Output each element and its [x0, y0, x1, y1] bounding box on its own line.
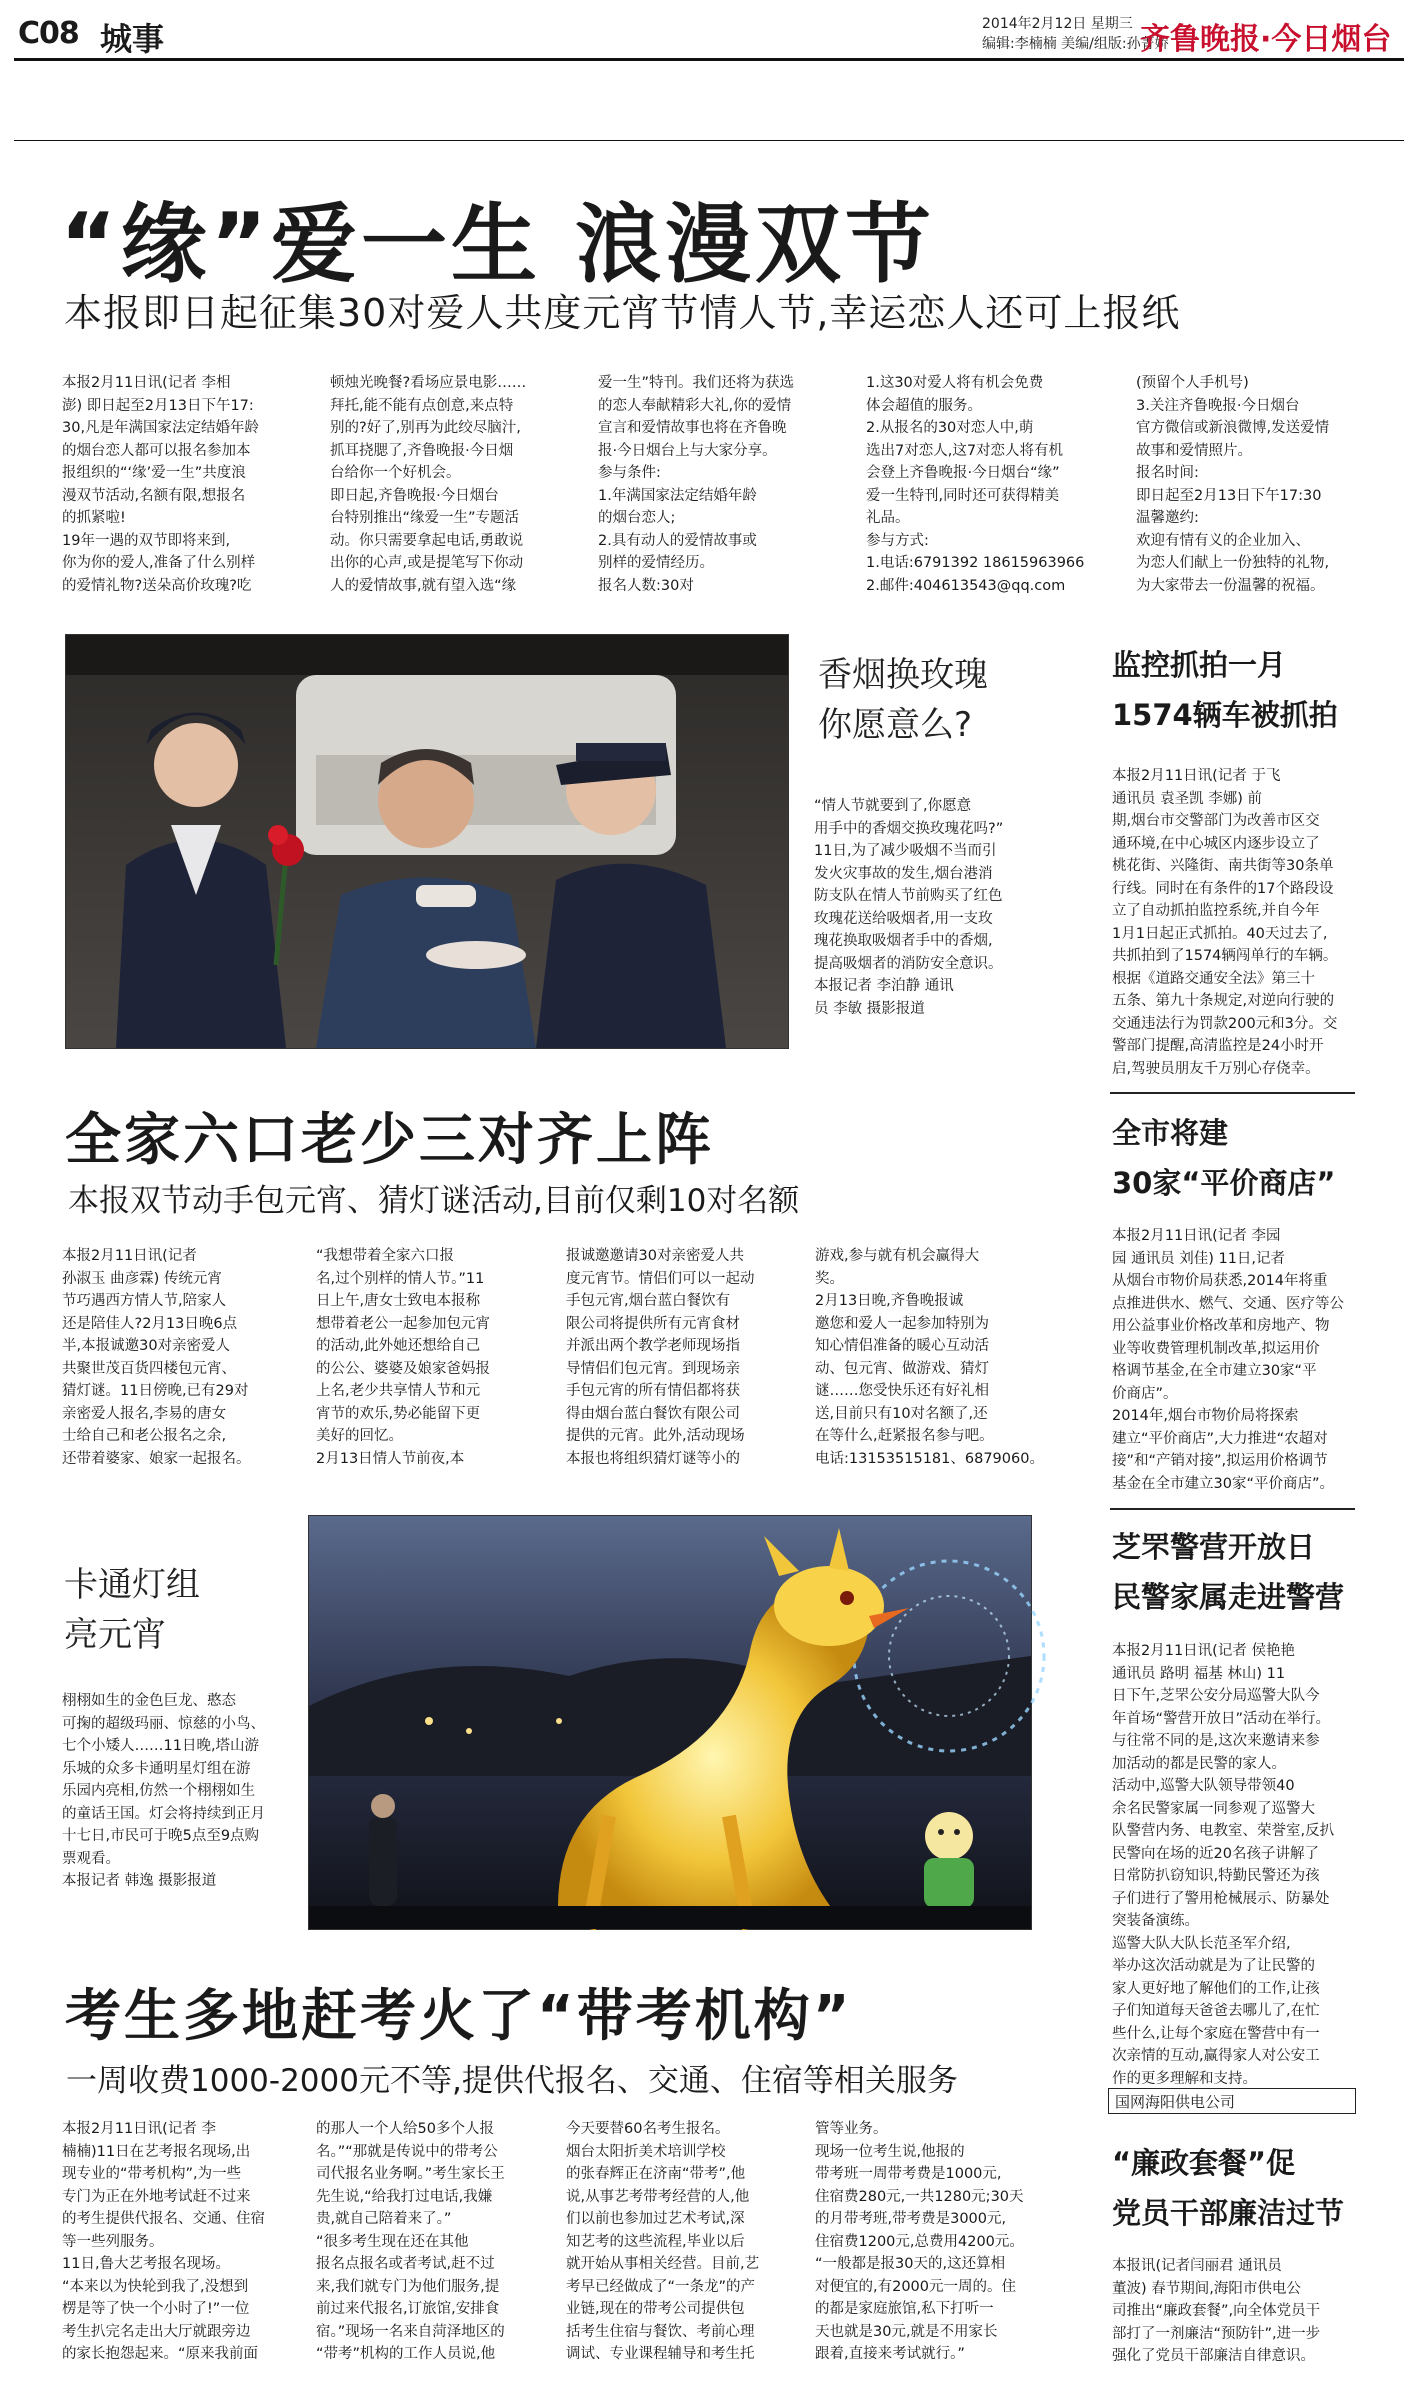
photo1-caption: “情人节就要到了,你愿意 用手中的香烟交换玫瑰花吗?” 11日,为了减少吸烟不当而引 发火灾事故的发生,烟台港消 防支队在情人节前购买了红色 玫瑰花送给吸烟者,用一支玫 瑰花换取吸烟者手中的香烟, 提高吸烟者的消防安全意识。 本报记者 李泊静 通讯 员 李敏 摄影报道 [814, 798, 1004, 1017]
photo1-title: 香烟换玫瑰 你愿意么? [818, 655, 988, 745]
sidebar-s4-title: “廉政套餐”促 党员干部廉洁过节 [1112, 2146, 1345, 2230]
sidebar-s3-title: 芝罘警营开放日 民警家属走进警营 [1112, 1530, 1345, 1614]
lead-headline: “缘”爱一生 浪漫双节 [60, 195, 935, 295]
lead-column-4: 1.这30对爱人将有机会免费 体会超值的服务。 2.从报名的30对恋人中,萌 选出7对恋人,这7对恋人将有机 会登上齐鲁晚报·今日烟台“缘” 爱一生特刊,同时还可获得精美 礼品。 参与方式: 1.电话:6791392 18615963966 2.邮件:404613543@qq.com [866, 375, 1085, 594]
family-column-4: 游戏,参与就有机会赢得大 奖。 2月13日晚,齐鲁晚报诚 邀您和爱人一起参加特别为 知心情侣准备的暖心互动活 动、包元宵、做游戏、猜灯 谜……您受快乐还有好礼相 送,目前只有10对名额了,还 在等什么,赶紧报名参与吧。 电话:13153515181、6879060。 [815, 1248, 1044, 1467]
sidebar-s2-title: 全市将建 30家“平价商店” [1112, 1116, 1336, 1200]
lead-subhead: 本报即日起征集30对爱人共度元宵节情人节,幸运恋人还可上报纸 [64, 291, 1181, 335]
photo2-caption: 栩栩如生的金色巨龙、憨态 可掬的超级玛丽、惊慈的小鸟、 七个小矮人……11日晚,塔山游 乐城的众多卡通明星灯组在游 乐园内亮相,仿然一个栩栩如生 的童话王国。灯会将持续到正月 十七日,市民可于晚5点至9点购 票观看。 本报记者 韩逸 摄影报道 [62, 1693, 265, 1889]
sidebar-s4-body: 本报讯(记者闫丽君 通讯员 董波) 春节期间,海阳市供电公 司推出“廉政套餐”,向全体党员干 部打了一剂廉洁“预防针”,进一步 强化了党员干部廉洁自律意识。 [1112, 2258, 1321, 2364]
lead-column-5: (预留个人手机号) 3.关注齐鲁晚报·今日烟台 官方微信或新浪微博,发送爱情 故事和爱情照片。 报名时间: 即日起至2月13日下午17:30 温馨邀约: 欢迎有情有义的企业加入、 为恋人们献上一份独特的礼物, 为大家带去一份温馨的祝福。 [1136, 375, 1330, 594]
family-column-2: “我想带着全家六口报 名,过个别样的情人节。”11 日上午,唐女士致电本报称 想带着老公一起参加包元宵 的活动,此外她还想给自己 的公公、婆婆及娘家爸妈报 上名,老少共享情人节和元 宵节的欢乐,势必能留下更 美好的回忆。 2月13日情人节前夜,本 [316, 1248, 490, 1467]
photo2-title: 卡通灯组 亮元宵 [64, 1565, 200, 1655]
family-subhead: 本报双节动手包元宵、猜灯谜活动,目前仅剩10对名额 [68, 1183, 800, 1219]
photo-lantern-dragon [308, 1515, 1032, 1930]
sidebar-rule-1 [1110, 1092, 1355, 1094]
sidebar-rule-2 [1110, 1508, 1355, 1510]
sidebar-s1-body: 本报2月11日讯(记者 于飞 通讯员 袁圣凯 李娜) 前 期,烟台市交警部门为改善市区交 通环境,在中心城区内逐步设立了 桃花街、兴隆街、南共街等30条单 行线。同时在有条件的17个路段设 立了自动抓拍监控系统,并自今年 1月1日起正式抓拍。40天过去了, 共抓拍到了1574辆闯单行的车辆。 根据《道路交通安全法》第三十 五条、第九十条规定,对逆向行驶的 交通违法行为罚款200元和3分。交 警部门提醒,高清监控是24小时开 启,驾驶员朋友千万别心存侥幸。 [1112, 768, 1338, 1077]
exam-column-1: 本报2月11日讯(记者 李 楠楠)11日在艺考报名现场,出 现专业的“带考机构”,为一些 专门为正在外地考试赶不过来 的考生提供代报名、交通、住宿 等一些列服务。 11日,鲁大艺考报名现场。 “本来以为快轮到我了,没想到 楞是等了快一个小时了!”一位 考生扒完名走出大厅就跟旁边 的家长抱怨起来。“原来我前面 [62, 2121, 265, 2362]
exam-column-3: 今天要替60名考生报名。 烟台太阳折美术培训学校 的张春辉正在济南“带考”,他 说,从事艺考带考经营的人,他 们以前也参加过艺术考试,深 知艺考的这些流程,毕业以后 就开始从事相关经营。目前,艺 考早已经做成了“一条龙”的产 业链,现在的带考公司提供包 括考生住宿与餐饮、考前心理 调试、专业课程辅导和考生托 [566, 2121, 760, 2362]
exam-column-4: 管等业务。 现场一位考生说,他报的 带考班一周带考费是1000元, 住宿费280元,一共1280元;30天 的月带考班,带考费是3000元, 住宿费1200元,总费用4200元。 “一般都是报30天的,这还算相 对便宜的,有2000元一周的。住 的都是家庭旅馆,私下打听一 天也就是30元,就是不用家长 跟着,直接来考试就行。” [815, 2121, 1024, 2362]
rose-exchange-illustration [66, 635, 788, 1048]
family-column-3: 报诚邀邀请30对亲密爱人共 度元宵节。情侣们可以一起动 手包元宵,烟台蓝白餐饮有 限公司将提供所有元宵食材 并派出两个教学老师现场指 导情侣们包元宵。到现场亲 手包元宵的所有情侣都将获 得由烟台蓝白餐饮有限公司 提供的元宵。此外,活动现场 本报也将组织猜灯谜等小的 [566, 1248, 755, 1467]
family-column-1: 本报2月11日讯(记者 孙淑玉 曲彦霖) 传统元宵 节巧遇西方情人节,陪家人 还是陪佳人?2月13日晚6点 半,本报诚邀30对亲密爱人 共聚世茂百货四楼包元宵、 猜灯谜。11日傍晚,已有29对 亲密爱人报名,李易的唐女 士给自己和老公报名之余, 还带着婆家、娘家一起报名。 [62, 1248, 251, 1467]
photo-rose-exchange [65, 634, 789, 1049]
exam-headline: 考生多地赶考火了“带考机构” [65, 1984, 853, 2049]
sidebar-s4-label: 国网海阳供电公司 [1108, 2088, 1356, 2114]
date-line: 2014年2月12日 星期三 [982, 16, 1133, 32]
family-headline: 全家六口老少三对齐上阵 [65, 1108, 714, 1173]
sidebar-s2-body: 本报2月11日讯(记者 李园 园 通讯员 刘佳) 11日,记者 从烟台市物价局获悉,2014年将重 点推进供水、燃气、交通、医疗等公 用公益事业价格改革和房地产、物 业等收费管理机制改革,拟运用价 格调节基金,在全市建立30家“平 价商店”。 2014年,烟台市物价局将探索 建立“平价商店”,大力推进“农超对 接”和“产销对接”,拟运用价格调节 基金在全市建立30家“平价商店”。 [1112, 1228, 1344, 1492]
exam-subhead: 一周收费1000-2000元不等,提供代报名、交通、住宿等相关服务 [66, 2063, 958, 2099]
lead-column-2: 顿烛光晚餐?看场应景电影…… 拜托,能不能有点创意,来点特 别的?好了,别再为此绞尽脑汁, 抓耳挠腮了,齐鲁晚报·今日烟 台给你一个好机会。 即日起,齐鲁晚报·今日烟台 台特别推出“缘爱一生”专题活 动。你只需要拿起电话,勇敢说 出你的心声,或是提笔写下你动 人的爱情故事,就有望入选“缘 [330, 375, 527, 594]
header-rule-thin [14, 140, 1404, 141]
exam-column-2: 的那人一个人给50多个人报 名。”“那就是传说中的带考公 司代报名业务啊。”考生家长王 先生说,“给我打过电话,我嫌 贵,就自己陪着来了。” “很多考生现在还在其他 报名点报名或者考试,赶不过 来,我们就专门为他们服务,提 前过来代报名,订旅馆,安排食 宿。”现场一名来自菏泽地区的 “带考”机构的工作人员说,他 [316, 2121, 505, 2362]
lead-column-3: 爱一生”特刊。我们还将为获选 的恋人奉献精彩大礼,你的爱情 宣言和爱情故事也将在齐鲁晚 报·今日烟台上与大家分享。 参与条件: 1.年满国家法定结婚年龄 的烟台恋人; 2.具有动人的爱情故事或 别样的爱情经历。 报名人数:30对 [598, 375, 795, 594]
lantern-dragon-illustration [309, 1516, 1031, 1929]
section-name: 城事 [100, 20, 165, 58]
newspaper-brand: 齐鲁晚报·今日烟台 [1140, 22, 1392, 57]
sidebar-s1-title: 监控抓拍一月 1574辆车被抓拍 [1112, 648, 1338, 732]
header-rule [14, 58, 1404, 61]
page-number: C08 [18, 16, 79, 51]
lead-column-1: 本报2月11日讯(记者 李相 澎) 即日起至2月13日下午17: 30,凡是年满国家法定结婚年龄 的烟台恋人都可以报名参加本 报组织的“‘缘’爱一生”共度浪 漫双节活动,名额有限,想报名 的抓紧啦! 19年一遇的双节即将来到, 你为你的爱人,准备了什么别样 的爱情礼物?送朵高价玫瑰?吃 [62, 375, 260, 594]
sidebar-s3-body: 本报2月11日讯(记者 侯艳艳 通讯员 路明 福基 林山) 11 日下午,芝罘公安分局巡警大队今 年首场“警营开放日”活动在举行。 与往常不同的是,这次来邀请来参 加活动的都是民警的家人。 活动中,巡警大队领导带领40 余名民警家属一同参观了巡警大 队警营内务、电教室、荣誉室,反扒 民警向在场的近20名孩子讲解了 日常防扒窃知识,特勤民警还为孩 子们进行了警用枪械展示、防暴处 突装备演练。 巡警大队大队长范圣军介绍, 举办这次活动就是为了让民警的 家人更好地了解他们的工作,让孩 子们知道每天爸爸去哪儿了,在忙 些什么,让每个家庭在警营中有一 次亲情的互动,赢得家人对公安工 作的更多理解和支持。 [1112, 1643, 1335, 2087]
editors-line: 编辑:李楠楠 美编/组版:孙菁娇 [982, 36, 1169, 52]
